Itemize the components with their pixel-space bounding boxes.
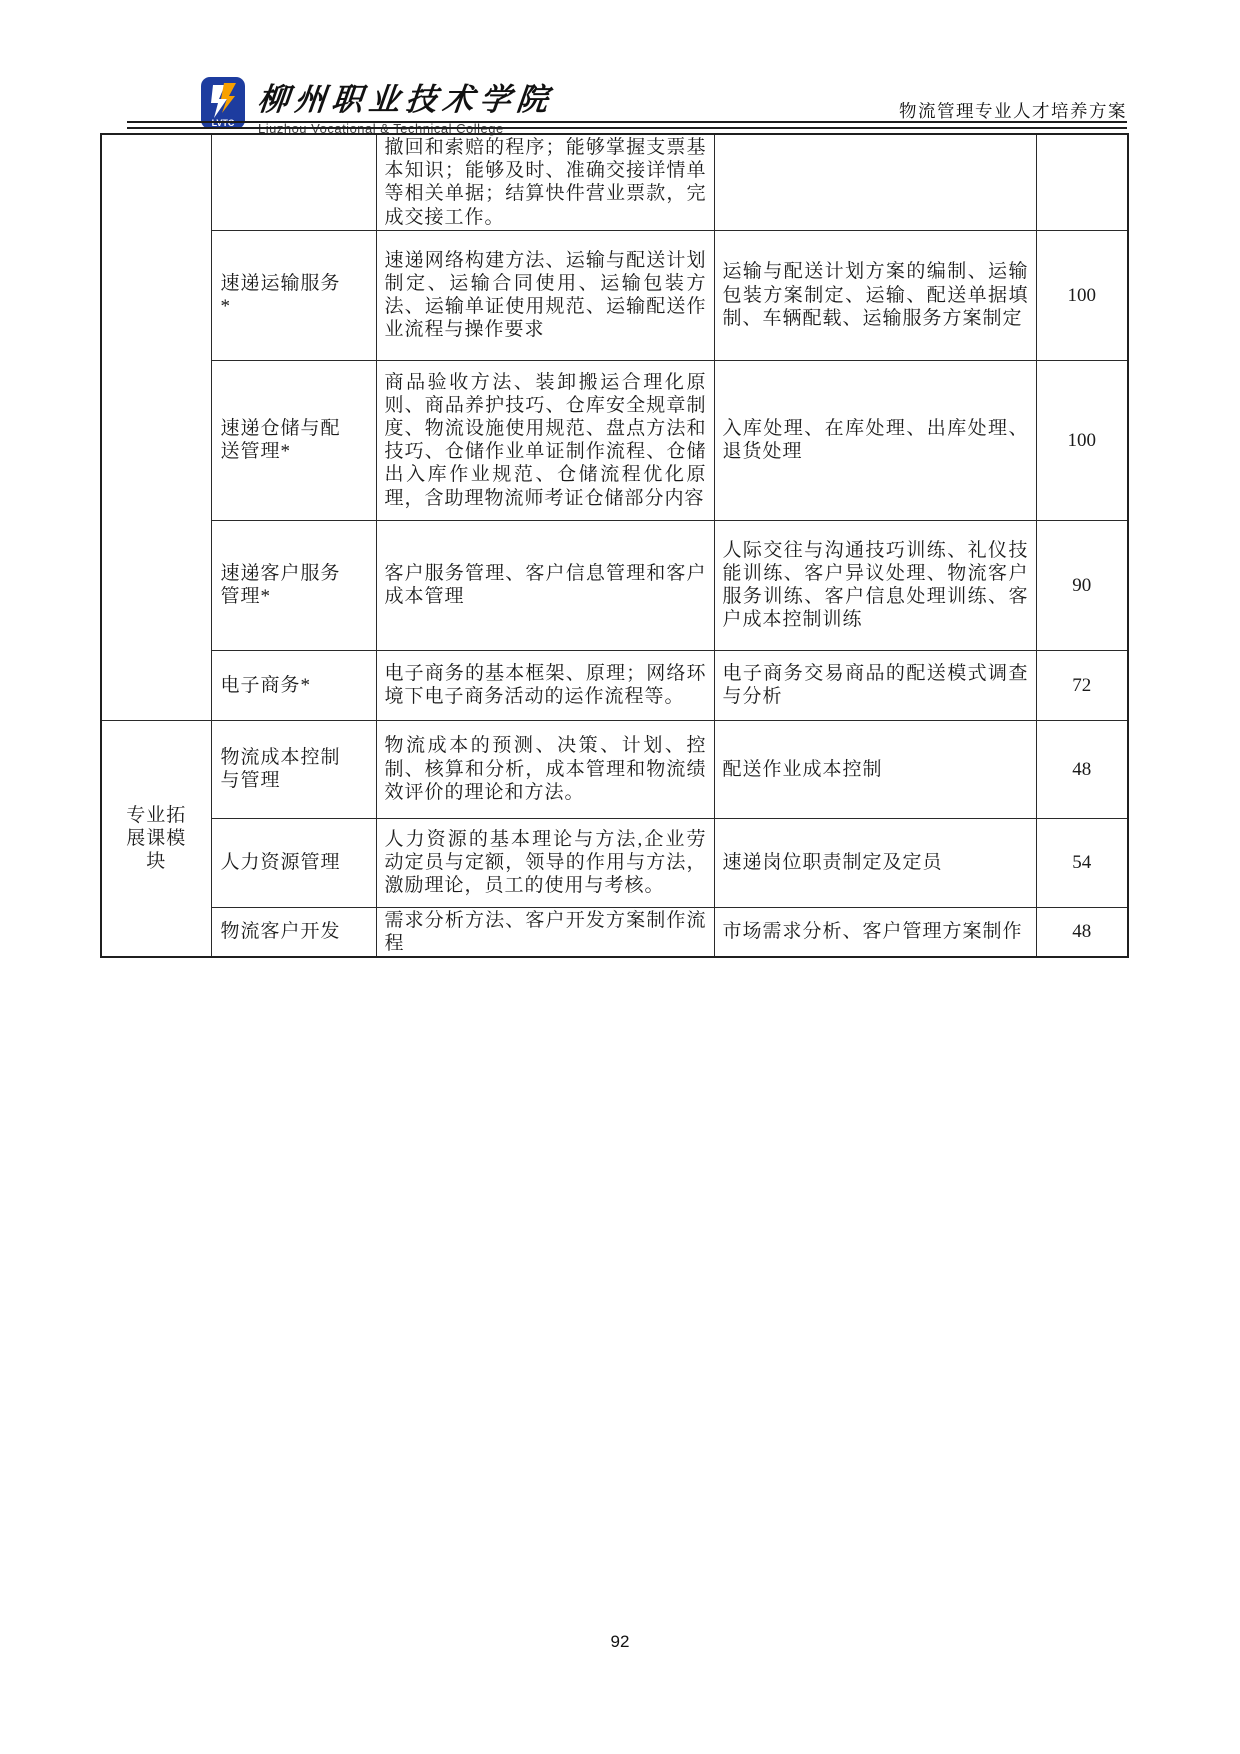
course-cell: 速递运输服务* [211,230,376,360]
hours-cell: 100 [1036,360,1128,520]
content-cell: 客户服务管理、客户信息管理和客户成本管理 [376,520,714,650]
course-cell: 物流客户开发 [211,907,376,957]
course-cell: 电子商务* [211,650,376,720]
content-cell: 速递网络构建方法、运输与配送计划制定、运输合同使用、运输包装方法、运输单证使用规范、运输配送作业流程与操作要求 [376,230,714,360]
table-row [101,907,1128,957]
course-cell [211,134,376,230]
course-cell: 速递客户服务管理* [211,520,376,650]
practice-cell: 速递岗位职责制定及定员 [714,818,1036,907]
table-row [101,230,1128,360]
practice-cell: 入库处理、在库处理、出库处理、退货处理 [714,360,1036,520]
page-number: 92 [610,1632,630,1651]
content-cell: 电子商务的基本框架、原理；网络环境下电子商务活动的运作流程等。 [376,650,714,720]
module-cell: 专业拓展课模块 [101,720,211,957]
practice-cell: 运输与配送计划方案的编制、运输包装方案制定、运输、配送单据填制、车辆配载、运输服务方案制定 [714,230,1036,360]
practice-cell: 电子商务交易商品的配送模式调查与分析 [714,650,1036,720]
practice-cell: 配送作业成本控制 [714,720,1036,818]
table-row [101,720,1128,818]
hours-cell: 48 [1036,720,1128,818]
hours-cell: 48 [1036,907,1128,957]
practice-cell [714,134,1036,230]
page-header [0,0,1240,136]
course-cell: 物流成本控制与管理 [211,720,376,818]
table-row [101,520,1128,650]
content-cell: 需求分析方法、客户开发方案制作流程 [376,907,714,957]
document-title: 物流管理专业人才培养方案 [899,101,1127,121]
course-table [100,133,1129,958]
college-name-en: Liuzhou Vocational & Technical College [258,121,504,136]
table-row [101,134,1128,230]
table-row [101,360,1128,520]
hours-cell: 100 [1036,230,1128,360]
practice-cell: 市场需求分析、客户管理方案制作 [714,907,1036,957]
hours-cell: 54 [1036,818,1128,907]
content-cell: 商品验收方法、装卸搬运合理化原则、商品养护技巧、仓库安全规章制度、物流设施使用规范、盘点方法和技巧、仓储作业单证制作流程、仓储出入库作业规范、仓储流程优化原理，含助理物流师考证仓储部分内容 [376,360,714,520]
table-row [101,818,1128,907]
practice-cell: 人际交往与沟通技巧训练、礼仪技能训练、客户异议处理、物流客户服务训练、客户信息处理训练、客户成本控制训练 [714,520,1036,650]
module-cell [101,134,211,720]
content-cell: 撤回和索赔的程序；能够掌握支票基本知识；能够及时、准确交接详情单等相关单据；结算快件营业票款，完成交接工作。 [376,134,714,230]
hours-cell: 90 [1036,520,1128,650]
college-name-zh: 柳州职业技术学院 [255,82,556,117]
course-cell: 人力资源管理 [211,818,376,907]
hours-cell: 72 [1036,650,1128,720]
content-cell: 物流成本的预测、决策、计划、控制、核算和分析，成本管理和物流绩效评价的理论和方法。 [376,720,714,818]
header-divider [127,121,1127,129]
hours-cell [1036,134,1128,230]
course-cell: 速递仓储与配送管理* [211,360,376,520]
content-cell: 人力资源的基本理论与方法,企业劳动定员与定额，领导的作用与方法，激励理论，员工的使用与考核。 [376,818,714,907]
logo-abbr-text: LVTC [211,118,235,128]
table-row [101,650,1128,720]
